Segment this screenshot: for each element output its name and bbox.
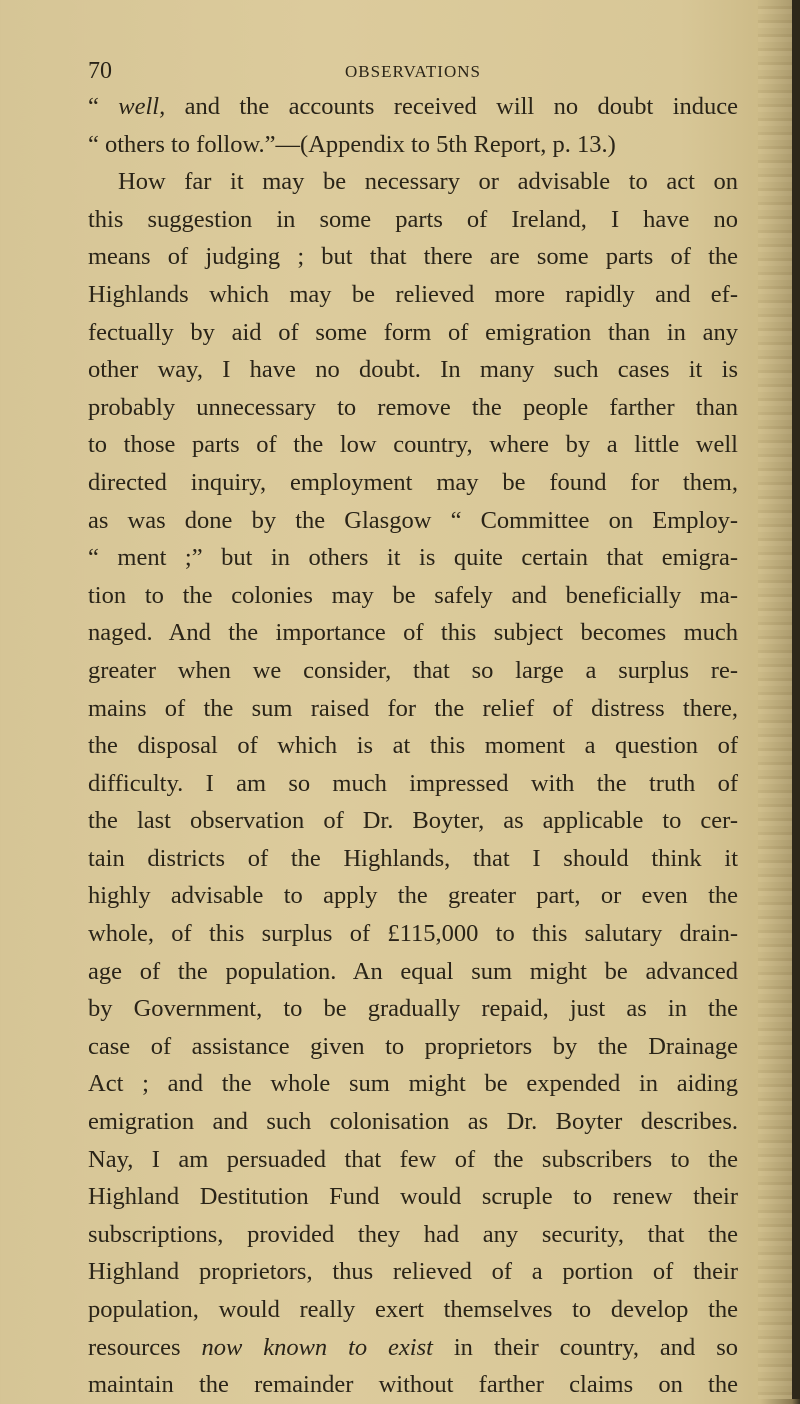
text-segment: directed inquiry, employment may be found for them, bbox=[88, 468, 738, 496]
text-line bbox=[88, 464, 738, 502]
text-segment: fectually by aid of some form of emigration than in any bbox=[88, 318, 738, 346]
text-line bbox=[88, 1329, 738, 1367]
text-segment: Highland proprietors, thus relieved of a portion of their bbox=[88, 1258, 738, 1286]
text-line bbox=[88, 163, 738, 201]
text-segment: “ ment ;” but in others it is quite certain that emigra- bbox=[88, 544, 738, 572]
text-segment: “ others to follow.”—(Appendix to 5th Report, p. 13.) bbox=[88, 130, 616, 158]
text-line bbox=[88, 802, 738, 840]
text-segment: Act ; and the whole sum might be expended in aiding bbox=[88, 1070, 738, 1098]
text-segment: tain districts of the Highlands, that I should think it bbox=[88, 844, 738, 872]
text-line bbox=[88, 1141, 738, 1179]
text-line bbox=[88, 1103, 738, 1141]
text-line bbox=[88, 1216, 738, 1254]
text-segment: whole, of this surplus of £115,000 to this salutary drain- bbox=[88, 920, 738, 948]
text-segment: as was done by the Glasgow “ Committee on Employ- bbox=[88, 506, 738, 534]
text-line bbox=[88, 990, 738, 1028]
text-segment: this suggestion in some parts of Ireland, I have no bbox=[88, 205, 738, 233]
text-line bbox=[88, 351, 738, 389]
text-segment: “ bbox=[88, 93, 119, 120]
text-line bbox=[88, 727, 738, 765]
text-segment: maintain the remainder without farther claims on the bbox=[88, 1371, 738, 1399]
text-segment: the disposal of which is at this moment a question of bbox=[88, 732, 738, 760]
text-line bbox=[88, 238, 738, 276]
text-segment: by Government, to be gradually repaid, just as in the bbox=[88, 995, 738, 1023]
text-line bbox=[88, 276, 738, 314]
text-line bbox=[88, 877, 738, 915]
text-segment: means of judging ; but that there are some parts of the bbox=[88, 243, 738, 271]
text-segment: population, would really exert themselves to develop the bbox=[88, 1296, 738, 1323]
text-segment: probably unnecessary to remove the people farther than bbox=[88, 393, 738, 421]
page-number: 70 bbox=[88, 58, 112, 84]
text-segment: difficulty. I am so much impressed with the truth of bbox=[88, 769, 738, 797]
text-segment: in their country, and so bbox=[432, 1333, 739, 1361]
text-line bbox=[88, 314, 738, 352]
text-segment: naged. And the importance of this subject becomes much bbox=[88, 619, 738, 647]
page-header bbox=[88, 58, 738, 88]
book-binding-edge bbox=[792, 0, 800, 1399]
text-line bbox=[88, 765, 738, 803]
text-line bbox=[88, 1253, 738, 1291]
text-segment: subscriptions, provided they had any security, that the bbox=[88, 1220, 738, 1248]
text-line bbox=[88, 915, 738, 953]
text-line bbox=[88, 389, 738, 427]
text-line bbox=[88, 1366, 738, 1404]
text-line bbox=[88, 577, 738, 615]
text-segment: Highland Destitution Fund would scruple to renew their bbox=[88, 1183, 738, 1211]
text-line bbox=[88, 502, 738, 540]
text-segment: Highlands which may be relieved more rapidly and ef- bbox=[88, 280, 738, 308]
text-segment: to those parts of the low country, where by a little well bbox=[88, 431, 738, 459]
text-segment: age of the population. An equal sum might be advanced bbox=[88, 957, 738, 985]
text-line bbox=[88, 126, 738, 164]
text-segment: How far it may be necessary or advisable to act on bbox=[118, 168, 738, 196]
text-segment: other way, I have no doubt. In many such cases it is bbox=[88, 356, 738, 384]
text-segment: mains of the sum raised for the relief of distress there, bbox=[88, 694, 738, 722]
text-segment: the last observation of Dr. Boyter, as applicable to cer- bbox=[88, 807, 738, 835]
text-line bbox=[88, 88, 738, 126]
body-text bbox=[88, 88, 738, 1404]
text-segment: case of assistance given to proprietors by the Drainage bbox=[88, 1032, 738, 1060]
text-segment: greater when we consider, that so large a surplus re- bbox=[88, 656, 738, 684]
text-segment: emigration and such colonisation as Dr. Boyter describes. bbox=[88, 1108, 738, 1136]
text-line bbox=[88, 201, 738, 239]
text-line bbox=[88, 840, 738, 878]
text-line bbox=[88, 614, 738, 652]
text-line bbox=[88, 1028, 738, 1066]
text-segment: and the accounts received will no doubt induce bbox=[165, 93, 738, 120]
text-line bbox=[88, 1065, 738, 1103]
italic-text: well, bbox=[118, 93, 166, 120]
italic-text: now known to exist bbox=[201, 1333, 433, 1361]
text-line bbox=[88, 1178, 738, 1216]
running-title: OBSERVATIONS bbox=[345, 62, 481, 81]
text-line bbox=[88, 690, 738, 728]
text-line bbox=[88, 1291, 738, 1329]
text-segment: highly advisable to apply the greater part, or even the bbox=[88, 882, 738, 910]
text-segment: Nay, I am persuaded that few of the subscribers to the bbox=[88, 1145, 738, 1173]
text-line bbox=[88, 953, 738, 991]
text-line bbox=[88, 652, 738, 690]
text-segment: tion to the colonies may be safely and beneficially ma- bbox=[88, 581, 738, 609]
text-line bbox=[88, 539, 738, 577]
text-segment: resources bbox=[88, 1333, 202, 1361]
text-line bbox=[88, 426, 738, 464]
